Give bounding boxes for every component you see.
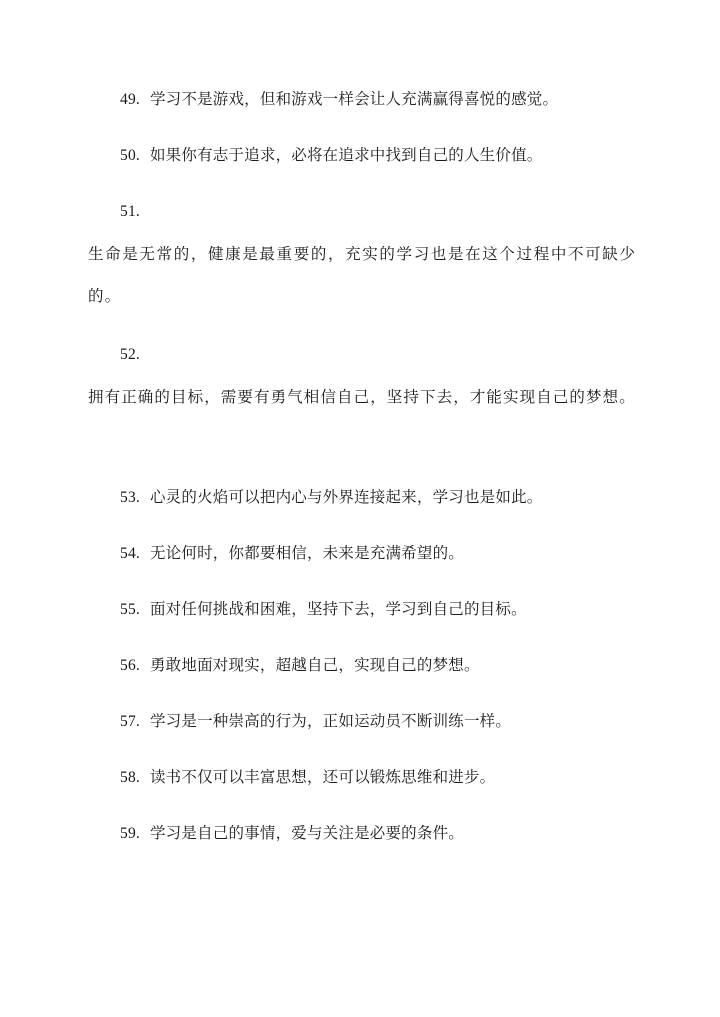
item-text: 勇敢地面对现实，超越自己，实现自己的梦想。	[149, 656, 480, 674]
item-text: 无论何时，你都要相信，未来是充满希望的。	[149, 544, 464, 562]
item-number: 58.	[120, 769, 140, 786]
list-item	[120, 543, 464, 564]
item-text: 心灵的火焰可以把内心与外界连接起来，学习也是如此。	[149, 488, 543, 506]
item-text: 学习是一种崇高的行为，正如运动员不断训练一样。	[149, 712, 512, 730]
item-text: 读书不仅可以丰富思想，还可以锻炼思维和进步。	[149, 768, 496, 786]
item-number: 52.	[120, 346, 140, 363]
item-number: 49.	[120, 91, 140, 108]
item-text: 面对任何挑战和困难，坚持下去，学习到自己的目标。	[149, 600, 527, 618]
item-text: 学习是自己的事情，爱与关注是必要的条件。	[149, 824, 464, 842]
item-number: 57.	[120, 713, 140, 730]
item-text-wrapped: 拥有正确的目标，需要有勇气相信自己，坚持下去，才能实现自己的梦想。	[88, 388, 636, 406]
list-item	[120, 711, 511, 732]
list-item	[120, 823, 464, 844]
list-item-number-only	[120, 201, 150, 222]
list-item	[120, 89, 558, 110]
item-text: 学习不是游戏，但和游戏一样会让人充满赢得喜悦的感觉。	[149, 90, 559, 108]
item-text: 如果你有志于追求，必将在追求中找到自己的人生价值。	[149, 146, 543, 164]
item-number: 51.	[120, 203, 140, 220]
item-number: 56.	[120, 657, 140, 674]
item-number: 50.	[120, 147, 140, 164]
list-item	[120, 487, 543, 508]
list-item-number-only	[120, 344, 150, 365]
list-item	[120, 145, 543, 166]
list-item	[120, 767, 495, 788]
item-number: 54.	[120, 545, 140, 562]
item-number: 53.	[120, 489, 140, 506]
item-number: 59.	[120, 825, 140, 842]
list-item	[120, 655, 480, 676]
item-number: 55.	[120, 601, 140, 618]
list-item	[120, 599, 527, 620]
item-text-wrapped: 生命是无常的，健康是最重要的，充实的学习也是在这个过程中不可缺少的。	[88, 245, 636, 305]
